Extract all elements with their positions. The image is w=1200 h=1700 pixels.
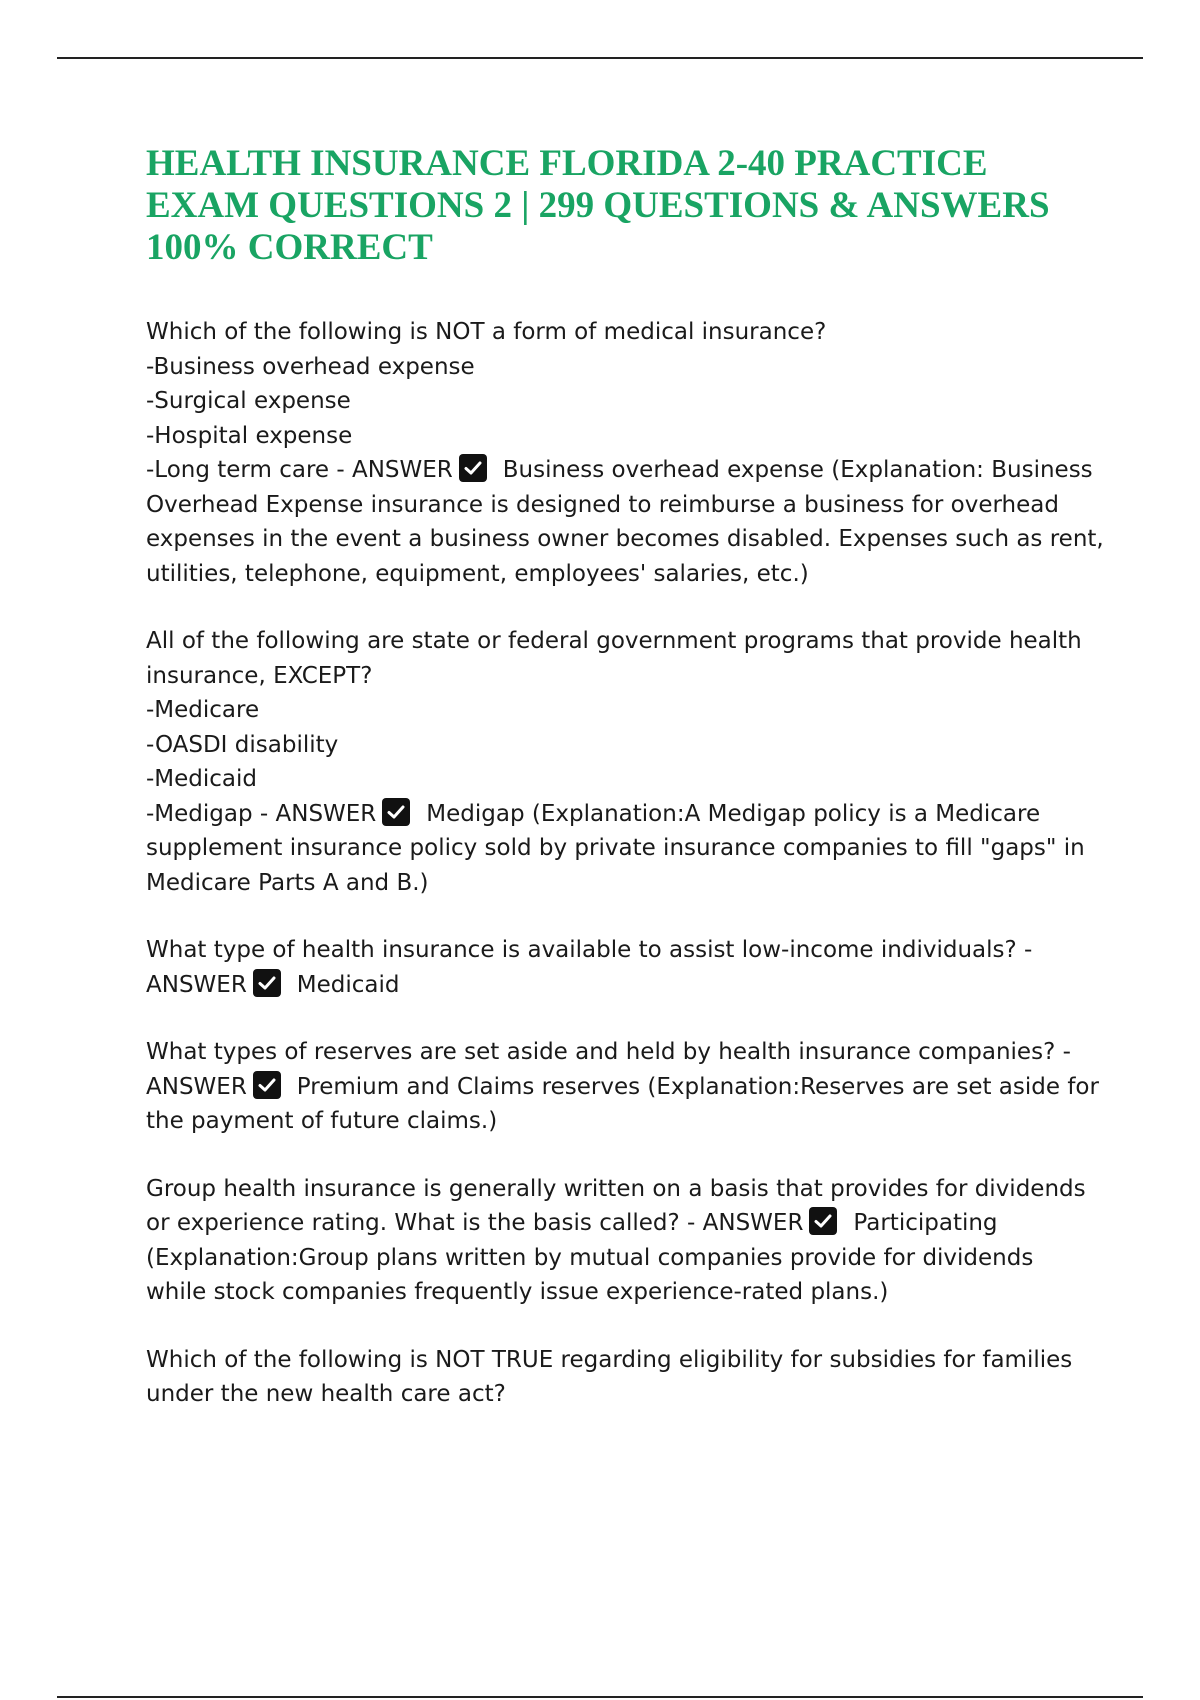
answer-text: Medicaid xyxy=(296,971,400,998)
qa-line xyxy=(146,1206,1096,1241)
answer-text: Premium and Claims reserves (Explanation:Reserves are set aside for xyxy=(296,1073,1099,1100)
bottom-rule xyxy=(57,1696,1143,1698)
qa-line: -Surgical expense xyxy=(146,388,351,414)
qa-line: Overhead Expense insurance is designed to reimburse a business for overhead xyxy=(146,491,1059,518)
qa-line: under the new health care act? xyxy=(146,1381,506,1407)
qa-line: -Medicaid xyxy=(146,766,258,792)
qa-line: the payment of future claims.) xyxy=(146,1108,498,1134)
qa-line: Which of the following is NOT a form of medical insurance? xyxy=(146,319,827,345)
qa-item xyxy=(146,1343,1096,1412)
checkmark-box-icon xyxy=(382,798,410,826)
qa-line: (Explanation:Group plans written by mutual companies provide for dividends xyxy=(146,1244,1034,1271)
qa-line: What type of health insurance is available to assist low-income individuals? - xyxy=(146,937,1033,963)
checkmark-box-icon xyxy=(459,454,487,482)
qa-line: What types of reserves are set aside and held by health insurance companies? - xyxy=(146,1039,1071,1065)
qa-line: utilities, telephone, equipment, employees' salaries, etc.) xyxy=(146,560,809,587)
answer-text: Medigap (Explanation:A Medigap policy is a Medicare xyxy=(426,800,1041,827)
qa-line: supplement insurance policy sold by private insurance companies to fill "gaps" in xyxy=(146,835,1085,861)
answer-text: Participating xyxy=(853,1210,998,1236)
qa-line: Medicare Parts A and B.) xyxy=(146,869,429,896)
qa-line: -Hospital expense xyxy=(146,422,353,449)
qa-item xyxy=(146,1172,1096,1310)
qa-item xyxy=(146,624,1096,900)
document-title: HEALTH INSURANCE FLORIDA 2-40 PRACTICE EXAM QUESTIONS 2 | 299 QUESTIONS & ANSWERS 100% CORRECT xyxy=(146,143,1050,268)
qa-line: while stock companies frequently issue experience-rated plans.) xyxy=(146,1279,889,1305)
answer-text: Business overhead expense (Explanation: Business xyxy=(502,457,1093,483)
answer-prefix: or experience rating. What is the basis called? - ANSWER xyxy=(146,1210,804,1236)
qa-line: Which of the following is NOT TRUE regarding eligibility for subsidies for families xyxy=(146,1346,1073,1373)
answer-prefix: -Long term care - ANSWER xyxy=(146,457,453,483)
qa-item xyxy=(146,1035,1099,1139)
qa-line xyxy=(146,968,1096,1003)
qa-line: insurance, EXCEPT? xyxy=(146,662,373,689)
checkmark-box-icon xyxy=(253,969,281,997)
qa-line: -Business overhead expense xyxy=(146,353,475,380)
checkmark-box-icon xyxy=(809,1207,837,1235)
qa-line xyxy=(146,797,1096,832)
qa-line: -Medicare xyxy=(146,697,260,723)
checkmark-box-icon xyxy=(253,1071,281,1099)
qa-line: All of the following are state or federal government programs that provide health xyxy=(146,628,1082,654)
qa-line: Group health insurance is generally written on a basis that provides for dividends xyxy=(146,1175,1086,1202)
qa-line xyxy=(146,1070,1099,1105)
answer-prefix: ANSWER xyxy=(146,971,247,998)
answer-prefix: -Medigap - ANSWER xyxy=(146,800,377,827)
qa-line: expenses in the event a business owner becomes disabled. Expenses such as rent, xyxy=(146,526,1104,552)
qa-content xyxy=(146,315,1104,1445)
qa-line xyxy=(146,453,1096,488)
answer-prefix: ANSWER xyxy=(146,1073,247,1100)
qa-item xyxy=(146,315,1104,591)
top-rule xyxy=(57,57,1143,59)
qa-line: -OASDI disability xyxy=(146,731,339,758)
qa-item xyxy=(146,933,1096,1002)
